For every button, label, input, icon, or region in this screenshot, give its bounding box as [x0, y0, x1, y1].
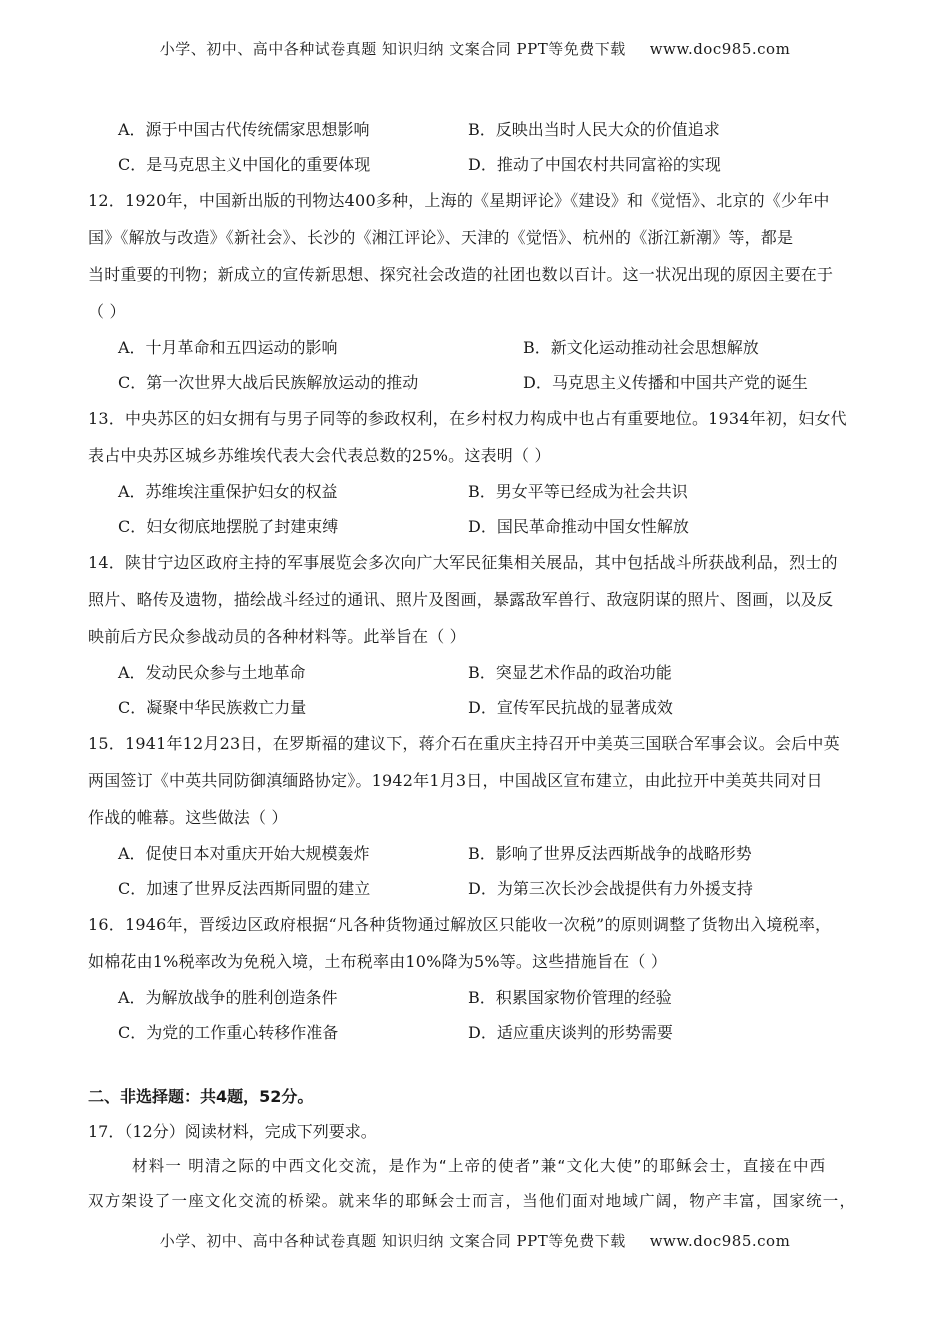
q15-option-b: B．影响了世界反法西斯战争的战略形势: [468, 844, 752, 863]
footer-url: www.doc985.com: [649, 1232, 791, 1250]
q12-option-d: D．马克思主义传播和中国共产党的诞生: [523, 373, 808, 392]
q14-option-c: C．凝聚中华民族救亡力量: [118, 698, 307, 717]
q16-line-2: 如棉花由1%税率改为免税入境，土布税率由10%降为5%等。这些措施旨在（ ）: [88, 952, 668, 971]
q13-options-row-1: [88, 474, 863, 509]
header-text: 小学、初中、高中各种试卷真题 知识归纳 文案合同 PPT等免费下载: [159, 40, 626, 58]
q12-option-b: B．新文化运动推动社会思想解放: [523, 338, 759, 357]
q14-option-b: B．突显艺术作品的政治功能: [468, 663, 672, 682]
q14-options-row-1: [88, 655, 863, 690]
q17-material-line-2: 双方架设了一座文化交流的桥梁。就来华的耶稣会士而言，当他们面对地域广阔，物产丰富，国家统一，: [88, 1192, 857, 1210]
q12-option-a: A．十月革命和五四运动的影响: [118, 338, 338, 357]
footer-text: 小学、初中、高中各种试卷真题 知识归纳 文案合同 PPT等免费下载: [159, 1232, 626, 1250]
q15-options-row-1: [88, 836, 863, 871]
q15-line-3: 作战的帷幕。这些做法（ ）: [88, 808, 288, 827]
q12-options-row-2: [88, 365, 863, 400]
q11-option-d: D．推动了中国农村共同富裕的实现: [468, 155, 721, 174]
q16-options-row-2: [88, 1015, 863, 1050]
q15-option-a: A．促使日本对重庆开始大规模轰炸: [118, 844, 370, 863]
q11-options-row-2: [88, 147, 863, 182]
q13-options-row-2: [88, 509, 863, 544]
q11-options-row-1: [88, 112, 863, 147]
q12-options-row-1: [88, 330, 863, 365]
q16-option-a: A．为解放战争的胜利创造条件: [118, 988, 338, 1007]
q15-options-row-2: [88, 871, 863, 906]
q15-option-c: C．加速了世界反法西斯同盟的建立: [118, 879, 371, 898]
q16-options-row-1: [88, 980, 863, 1015]
q11-option-a: A．源于中国古代传统儒家思想影响: [118, 120, 370, 139]
q17-stem: 17．（12分）阅读材料，完成下列要求。: [88, 1122, 377, 1141]
q11-option-c: C．是马克思主义中国化的重要体现: [118, 155, 371, 174]
page-footer: [0, 1230, 950, 1251]
q14-option-d: D．宣传军民抗战的显著成效: [468, 698, 673, 717]
q12-line-1: 12．1920年，中国新出版的刊物达400多种，上海的《星期评论》《建设》和《觉悟》、北京的《少年中: [88, 191, 830, 210]
q15-line-2: 两国签订《中英共同防御滇缅路协定》。1942年1月3日，中国战区宣布建立，由此拉开中美英共同对日: [88, 771, 823, 790]
page-content: [88, 112, 863, 1219]
q14-line-1: 14．陕甘宁边区政府主持的军事展览会多次向广大军民征集相关展品，其中包括战斗所获战利品，烈士的: [88, 553, 838, 572]
q13-line-2: 表占中央苏区城乡苏维埃代表大会代表总数的25%。这表明（ ）: [88, 446, 551, 465]
q16-line-1: 16．1946年，晋绥边区政府根据“凡各种货物通过解放区只能收一次税”的原则调整了货物出入境税率，: [88, 915, 832, 934]
q14-option-a: A．发动民众参与土地革命: [118, 663, 306, 682]
q12-line-4: （ ）: [88, 302, 126, 321]
q17-material-line-1: 材料一 明清之际的中西文化交流，是作为“上帝的使者”兼“文化大使”的耶稣会士，直接在中西: [132, 1157, 827, 1175]
section-title: 二、非选择题：共4题，52分。: [88, 1087, 314, 1106]
q16-option-c: C．为党的工作重心转移作准备: [118, 1023, 339, 1042]
q13-option-a: A．苏维埃注重保护妇女的权益: [118, 482, 338, 501]
q13-line-1: 13．中央苏区的妇女拥有与男子同等的参政权利，在乡村权力构成中也占有重要地位。1934年初，妇女代: [88, 409, 847, 428]
q16-option-b: B．积累国家物价管理的经验: [468, 988, 672, 1007]
q13-option-d: D．国民革命推动中国女性解放: [468, 517, 689, 536]
q11-option-b: B．反映出当时人民大众的价值追求: [468, 120, 720, 139]
q12-line-2: 国》《解放与改造》《新社会》、长沙的《湘江评论》、天津的《觉悟》、杭州的《浙江新潮》等，都是: [88, 228, 794, 247]
section-spacer: [88, 1050, 863, 1080]
q12-option-c: C．第一次世界大战后民族解放运动的推动: [118, 373, 419, 392]
q16-option-d: D．适应重庆谈判的形势需要: [468, 1023, 673, 1042]
q14-line-3: 映前后方民众参战动员的各种材料等。此举旨在（ ）: [88, 627, 466, 646]
page-header: [0, 38, 950, 59]
q15-line-1: 15．1941年12月23日，在罗斯福的建议下，蒋介石在重庆主持召开中美英三国联合军事会议。会后中英: [88, 734, 840, 753]
q14-line-2: 照片、略传及遗物，描绘战斗经过的通讯、照片及图画，暴露敌军兽行、敌寇阴谋的照片、图画，以及反: [88, 590, 834, 609]
q13-option-b: B．男女平等已经成为社会共识: [468, 482, 688, 501]
q15-option-d: D．为第三次长沙会战提供有力外援支持: [468, 879, 753, 898]
q12-line-3: 当时重要的刊物；新成立的宣传新思想、探究社会改造的社团也数以百计。这一状况出现的原因主要在于: [88, 265, 834, 284]
q14-options-row-2: [88, 690, 863, 725]
header-url: www.doc985.com: [649, 40, 791, 58]
q13-option-c: C．妇女彻底地摆脱了封建束缚: [118, 517, 339, 536]
